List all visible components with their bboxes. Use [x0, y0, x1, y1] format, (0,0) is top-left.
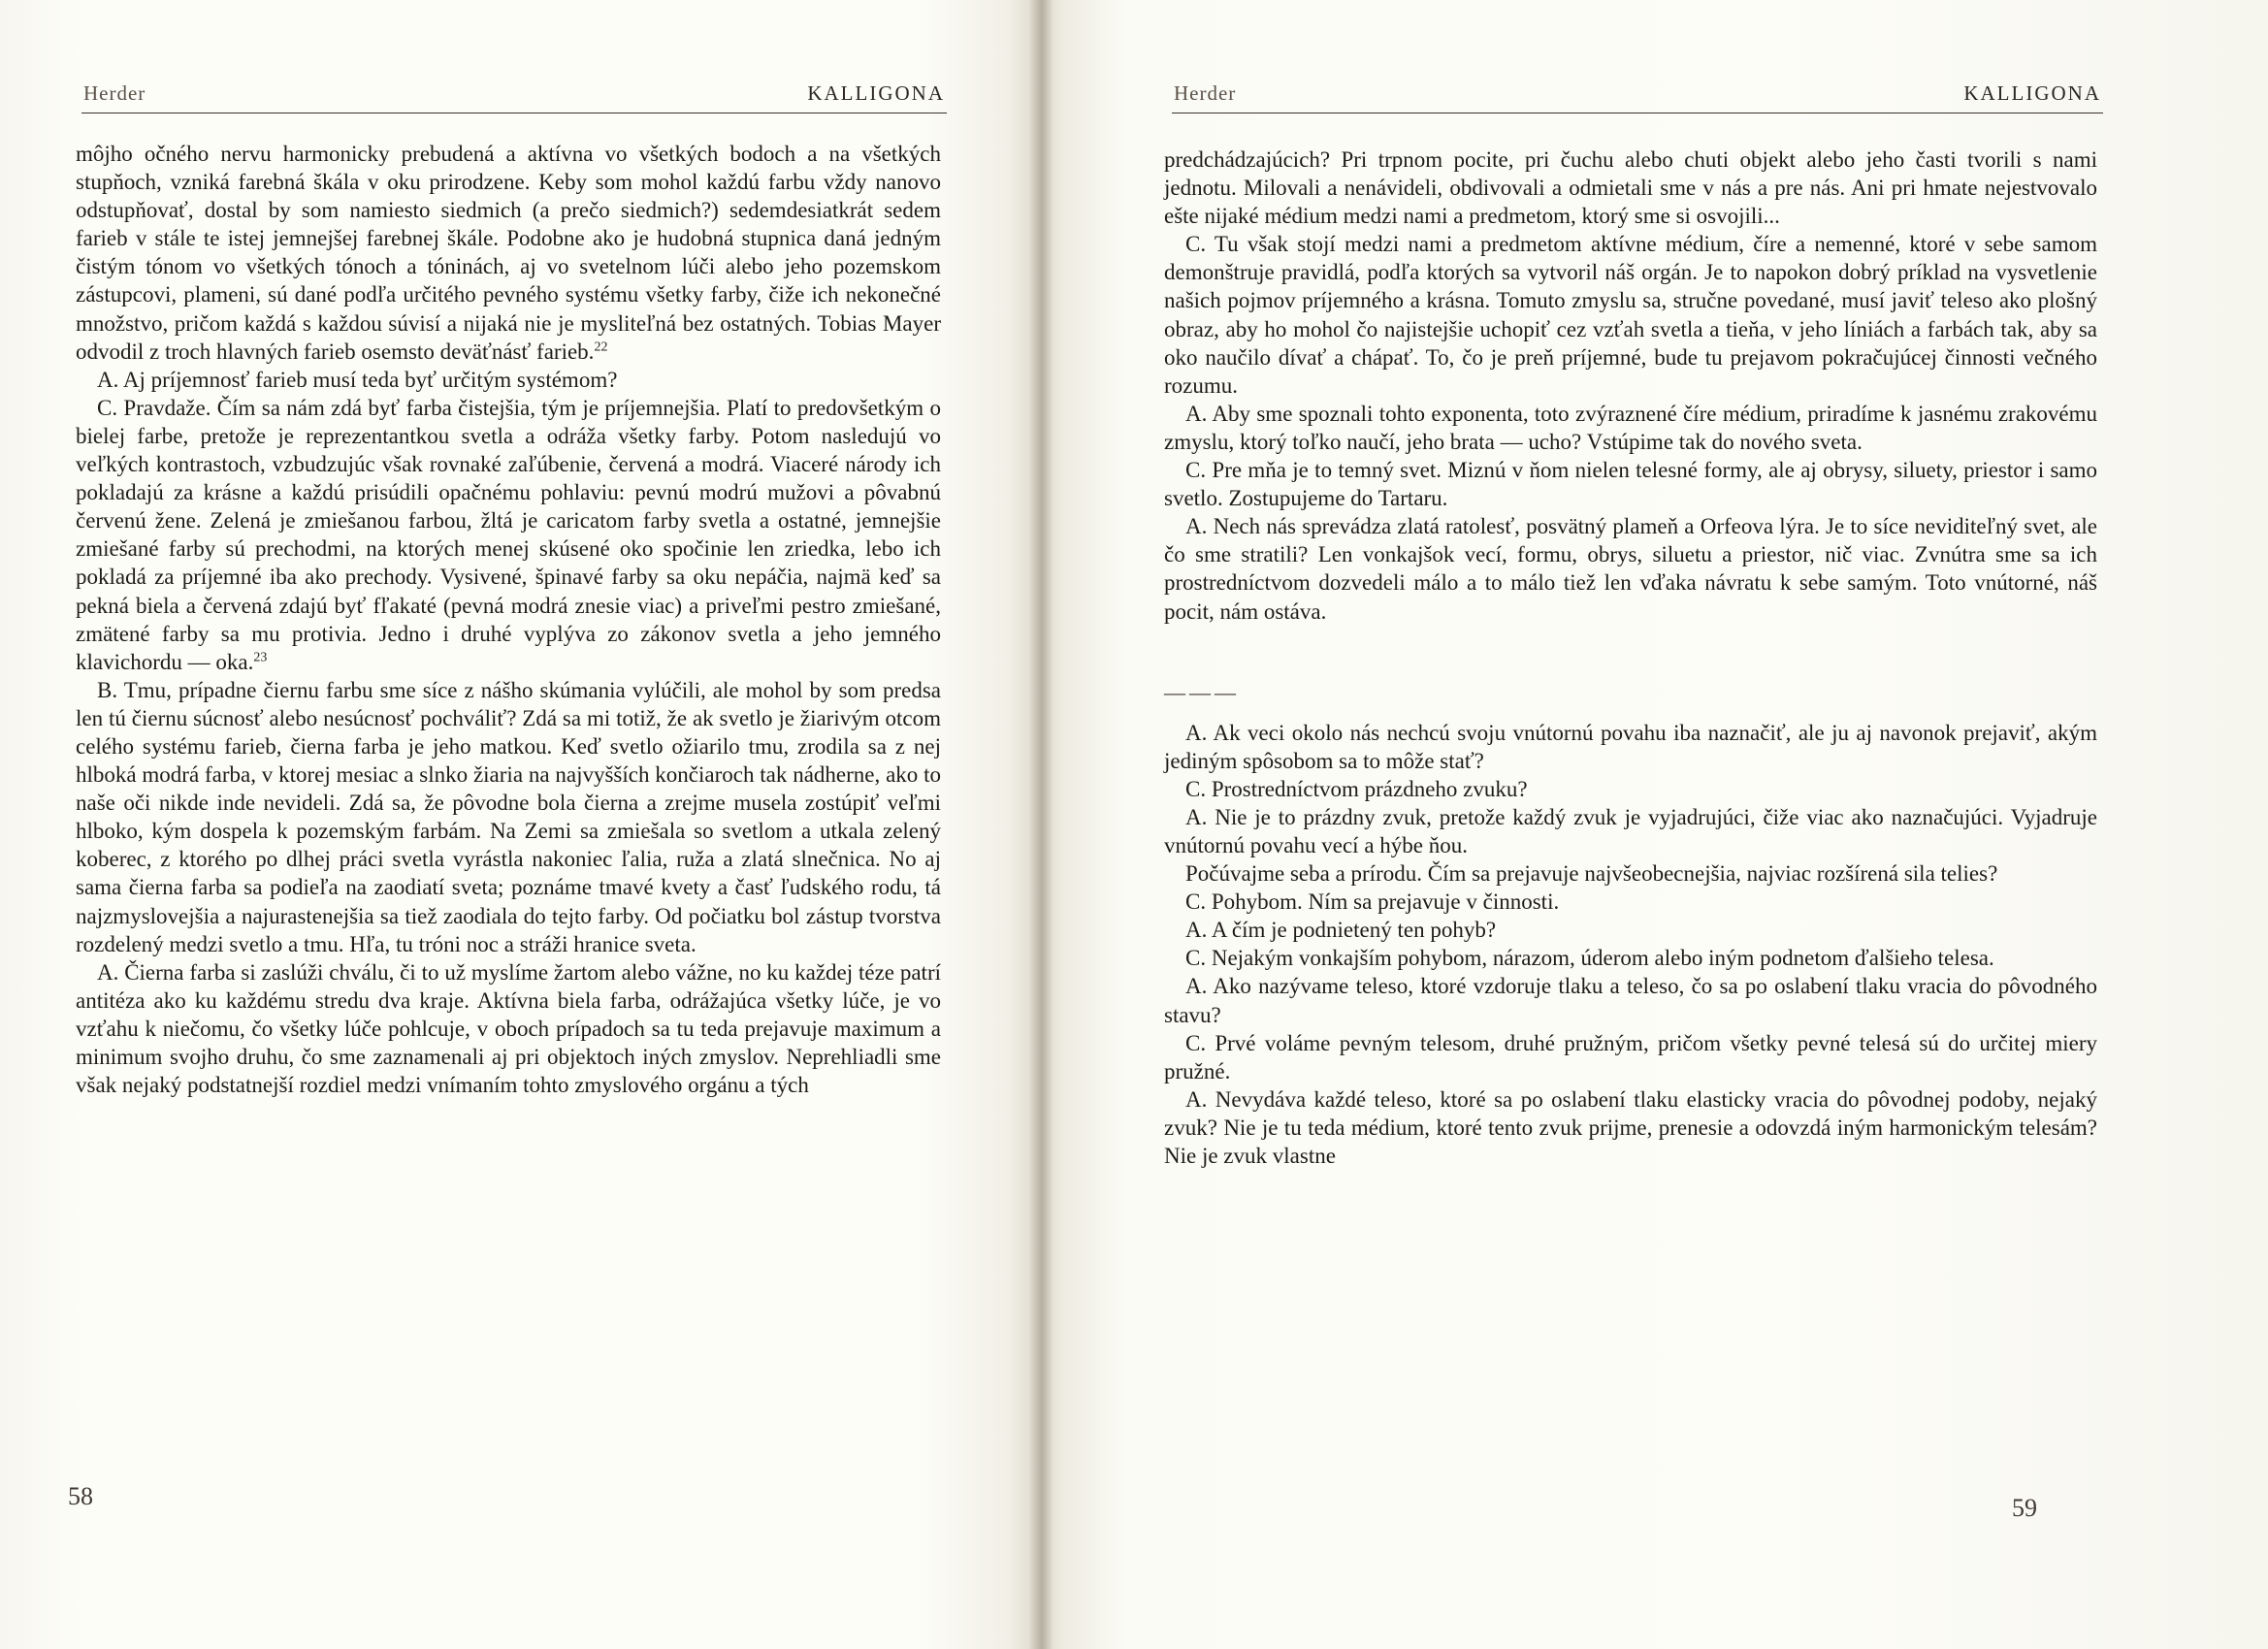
footnote-ref: 23	[253, 650, 268, 665]
paragraph: predchádzajúcich? Pri trpnom pocite, pri čuchu alebo chuti objekt alebo jeho časti tvorili s nami jednotu. Milovali a nenávideli, obdivovali a odmietali sme v nás a pre nás. Ani pri hmate nejestvovalo ešte nijaké médium medzi nami a predmetom, ktorý sme si osvojili...	[1164, 147, 2097, 229]
right-page	[1040, 0, 2268, 1649]
paragraph: C. Nejakým vonkajším pohybom, nárazom, úderom alebo iným podnetom ďalšieho telesa.	[1185, 946, 1994, 971]
right-body-text	[1164, 146, 2097, 1170]
paragraph: C. Pre mňa je to temný svet. Miznú v ňom nielen telesné formy, ale aj obrysy, siluety, priestor i samo svetlo. Zostupujeme do Tartaru.	[1164, 458, 2097, 511]
paragraph: A. Ak veci okolo nás nechcú svoju vnútornú povahu iba naznačiť, ale ju aj navonok prejaviť, akým jediným spôsobom sa to môže stať?	[1164, 720, 2097, 773]
paragraph: C. Prvé voláme pevným telesom, druhé pružným, pričom všetky pevné telesá sú do určitej miery pružné.	[1164, 1030, 2097, 1083]
paragraph-text: môjho očného nervu harmonicky prebudená a aktívna vo všetkých bodoch a na všetkých stupňoch, vzniká farebná škála v oku prirodzene. Keby som mohol každú farbu vždy nanovo odstupňovať, dostal by som namiesto siedmich (a prečo siedmich?) sedemdesiatkrát sedem farieb v stále te istej jemnejšej farebnej škále. Podobne ako je hudobná stupnica daná jedným čistým tónom vo všetkých tónoch a tóninách, aj vo svetelnom lúči alebo jeho pozemskom zástupcovi, plameni, sú dané podľa určitého pevného systému všetky farby, čiže ich nekonečné množstvo, pričom každá s každou súvisí a nijaká nie je mysliteľná bez ostatných. Tobias Mayer odvodil z troch hlavných farieb osemsto deväťnásť farieb.	[76, 142, 941, 364]
paragraph: C. Prostredníctvom prázdneho zvuku?	[1185, 776, 1528, 801]
running-head-author: Herder	[83, 81, 146, 105]
paragraph: A. Nech nás sprevádza zlatá ratolesť, posvätný plameň a Orfeova lýra. Je to síce neviditeľný svet, ale čo sme stratili? Len vonkajšok vecí, formu, obrys, siluetu a priestor, nič viac. Zvnútra sme sa ich prostredníctvom dozvedeli málo a to málo tiež len vďaka návratu k sebe samým. Toto vnútorné, náš pocit, nám ostáva.	[1164, 514, 2097, 624]
section-separator	[1164, 626, 2097, 719]
paragraph: A. Nevydáva každé teleso, ktoré sa po oslabení tlaku elasticky vracia do pôvodnej podoby, nejaký zvuk? Nie je tu teda médium, ktoré tento zvuk prijme, prenesie a odovzdá iným harmonickým telesám? Nie je zvuk vlastne	[1164, 1086, 2097, 1168]
paragraph: A. A čím je podnietený ten pohyb?	[1185, 918, 1497, 943]
separator-dashes: ———	[1164, 679, 1240, 704]
running-head-title: KALLIGONA	[1963, 81, 2101, 105]
paragraph	[76, 140, 941, 366]
running-head-author: Herder	[1174, 81, 1237, 105]
left-body-text	[76, 140, 941, 1099]
left-page	[0, 0, 1040, 1649]
paragraph: A. Aby sme spoznali tohto exponenta, toto zvýraznené číre médium, priradíme k jasnému zrakovému zmyslu, ktorý toľko naučí, jeho brata — ucho? Vstúpime tak do nového sveta.	[1164, 401, 2097, 454]
paragraph	[76, 394, 941, 676]
running-head-left	[83, 81, 945, 120]
paragraph: A. Ako nazývame teleso, ktoré vzdoruje tlaku a teleso, čo sa po oslabení tlaku vracia do pôvodného stavu?	[1164, 974, 2097, 1027]
paragraph: A. Nie je to prázdny zvuk, pretože každý zvuk je vyjadrujúci, čiže viac ako naznačujúci. Vyjadruje vnútornú povahu vecí a hýbe ňou.	[1164, 804, 2097, 857]
book-gutter	[1028, 0, 1053, 1649]
footnote-ref: 22	[594, 340, 608, 354]
page-number: 58	[68, 1482, 93, 1510]
paragraph-text: C. Pravdaže. Čím sa nám zdá byť farba čistejšia, tým je príjemnejšia. Platí to predovšetkým o bielej farbe, pretože je reprezentantkou svetla a odráža všetky farby. Potom nasledujú vo veľkých kontrastoch, vzbudzujúc však rovnaké zaľúbenie, červená a modrá. Viaceré národy ich pokladajú za krásne a každú prisúdili opačnému pohlaviu: pevnú modrú mužovi a pôvabnú červenú žene. Zelená je zmiešanou farbou, žltá je caricatom farby svetla a ostatné, jemnejšie zmiešané farby sú prechodmi, na ktorých menej skúsené oko spočinie len zriedka, lebo ich pokladá za príjemné iba ako prechody. Vysivené, špinavé farby sa oku nepáčia, najmä keď sa pekná biela a červená zdajú byť fľakaté (pevná modrá znesie viac) a priveľmi pestro zmiešané, zmätené farby sa mu protivia. Jedno i druhé vyplýva zo zákonov svetla a jeho jemného klavichordu — oka.	[76, 395, 941, 674]
paragraph: Počúvajme seba a prírodu. Čím sa prejavuje najvšeobecnejšia, najviac rozšírená sila telies?	[1185, 861, 1998, 887]
paragraph: A. Aj príjemnosť farieb musí teda byť určitým systémom?	[97, 367, 618, 392]
page-number: 59	[2012, 1494, 2037, 1522]
running-head-right	[1174, 81, 2101, 120]
paragraph: A. Čierna farba si zaslúži chválu, či to už myslíme žartom alebo vážne, no ku každej téze patrí antitéza ako ku každému stredu dva kraje. Aktívna biela farba, odrážajúca všetky lúče, je vo vzťahu k niečomu, čo všetky lúče pohlcuje, v oboch prípadoch sa tu teda prejavuje maximum a minimum svojho druhu, čo sme zaznamenali aj pri objektoch iných zmyslov. Neprehliadli sme však nejaký podstatnejší rozdiel medzi vnímaním tohto zmyslového orgánu a tých	[76, 959, 941, 1098]
running-head-title: KALLIGONA	[807, 81, 945, 105]
paragraph: C. Pohybom. Ním sa prejavuje v činnosti.	[1185, 889, 1560, 915]
paragraph: C. Tu však stojí medzi nami a predmetom aktívne médium, číre a nemenné, ktoré v sebe samom demonštruje pravidlá, podľa ktorých sa vytvoril náš orgán. Je to napokon dobrý príklad na vysvetlenie našich pojmov príjemného a krásna. Tomuto zmyslu sa, stručne povedané, musí javiť teleso ako plošný obraz, aby ho mohol čo najistejšie uchopiť cez vzťah svetla a tieňa, v jeho líniách a farbách tak, aby sa oko naučilo dívať a chápať. To, čo je preň príjemné, bude tu prejavom pokračujúcej činnosti večného rozumu.	[1164, 232, 2097, 398]
paragraph: B. Tmu, prípadne čiernu farbu sme síce z nášho skúmania vylúčili, ale mohol by som predsa len tú čiernu súcnosť alebo nesúcnosť pochváliť? Zdá sa mi totiž, že ak svetlo je žiarivým otcom celého systému farieb, čierna farba je jeho matkou. Keď svetlo ožiarilo tmu, zrodila sa z nej hlboká modrá farba, v ktorej mesiac a slnko žiaria na najvyšších končiaroch tak nádherne, ako to naše oči nikde inde nevideli. Zdá sa, že pôvodne bola čierna a zrejme musela zostúpiť veľmi hlboko, kým dospela k pozemským farbám. Na Zemi sa zmiešala so svetlom a utkala zelený koberec, z ktorého po dlhej práci svetla vyrástla nakoniec ľalia, ruža a zlatá slnečnica. No aj sama čierna farba sa podieľa na zaodiatí sveta; poznáme tmavé kvety a časť ľudského rodu, tá najzmyslovejšia a najurastenejšia sa tiež zaodiala do tejto farby. Od počiatku bol zástup tvorstva rozdelený medzi svetlo a tmu. Hľa, tu tróni noc a stráži hranice sveta.	[76, 677, 941, 956]
